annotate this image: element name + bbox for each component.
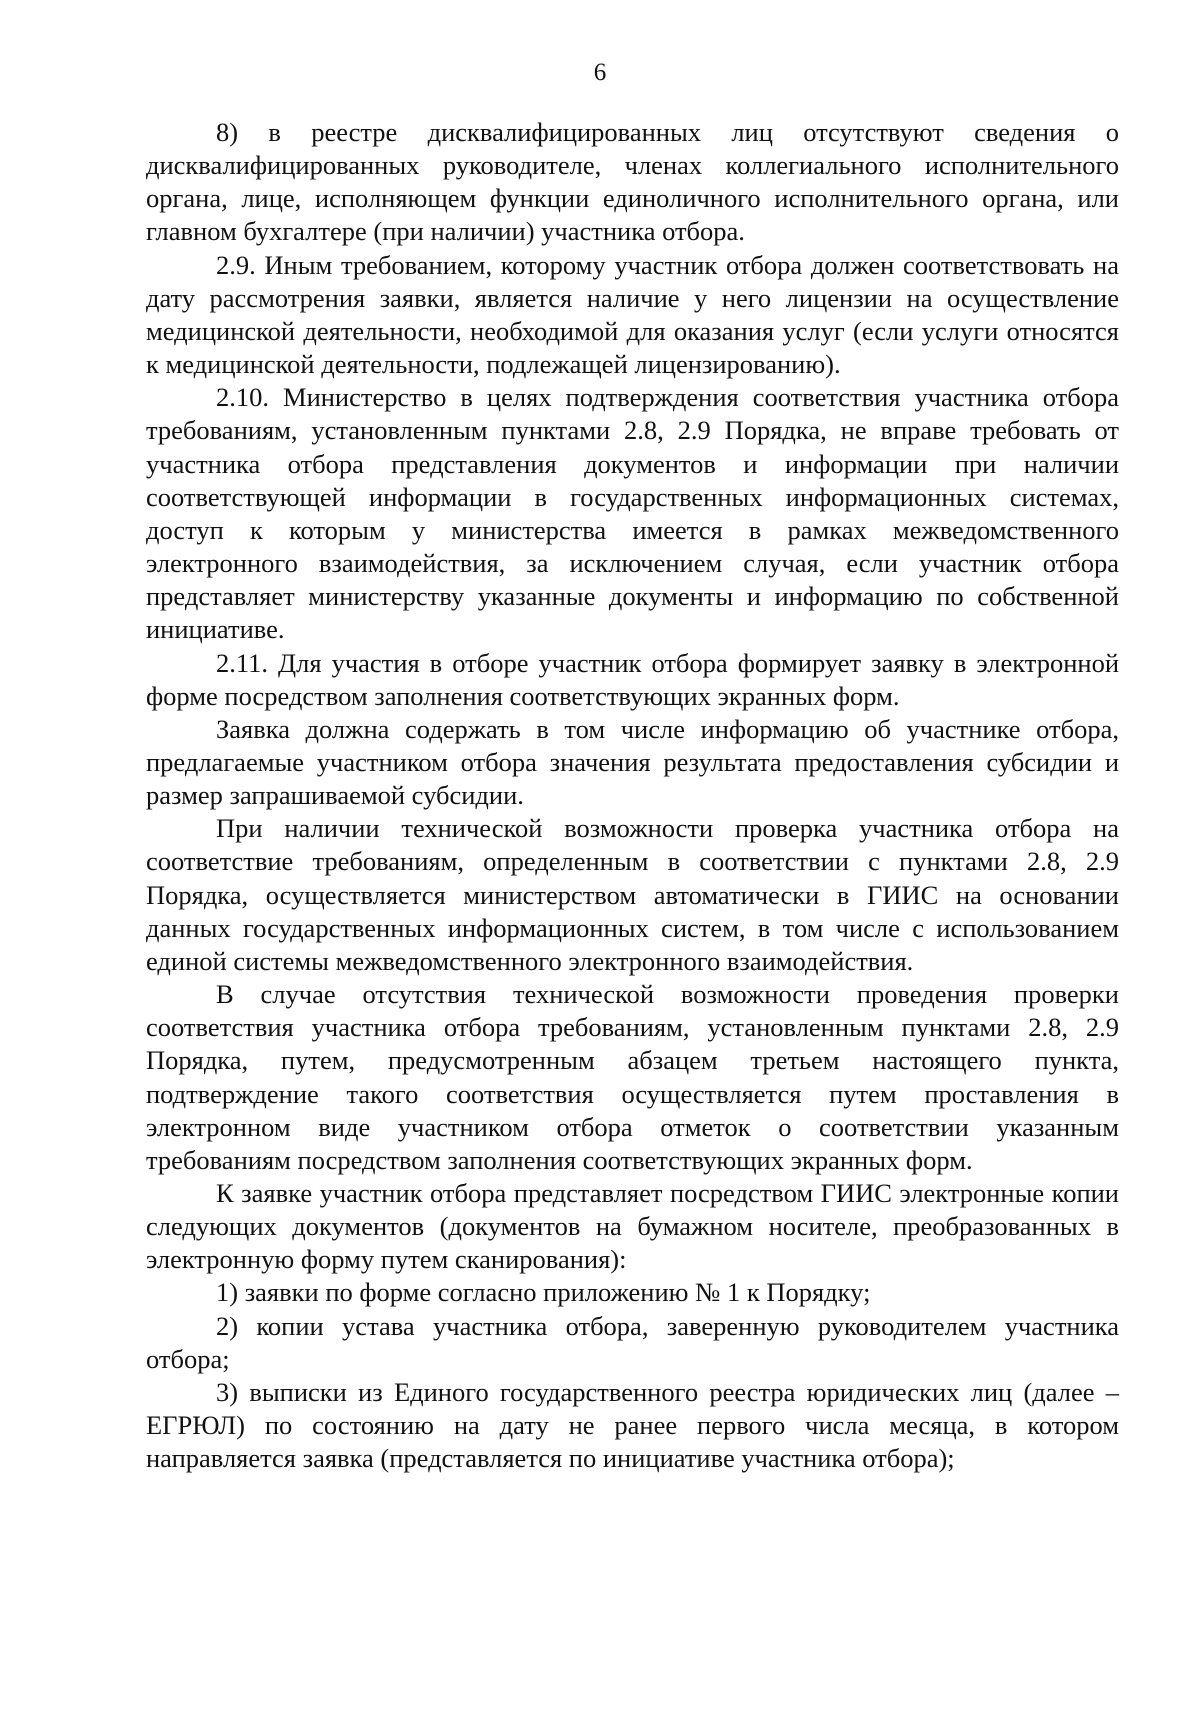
paragraph-2-10: 2.10. Министерство в целях подтверждения соответствия участника отбора требованиям, установленным пунктами 2.8, 2.9 Порядка, не вправе требовать от участника отбора представления документов и информации при наличии соответствующей информации в государственных информационных системах, доступ к которым у министерства имеется в рамках межведомственного электронного взаимодействия, за исключением случая, если участник отбора представляет министерству указанные документы и информацию по собственной инициативе. xyxy=(146,382,1119,645)
paragraph-application-content: Заявка должна содержать в том числе информацию об участнике отбора, предлагаемые участником отбора значения результата предоставления субсидии и размер запрашиваемой субсидии. xyxy=(146,713,1119,811)
page-number: 6 xyxy=(593,59,607,86)
paragraph-2-9: 2.9. Иным требованием, которому участник отбора должен соответствовать на дату рассмотрения заявки, является наличие у него лицензии на осуществление медицинской деятельности, необходимой для оказания услуг (если услуги относятся к медицинской деятельности, подлежащей лицензированию). xyxy=(146,249,1119,380)
paragraph-document-copies: К заявке участник отбора представляет посредством ГИИС электронные копии следующих документов (документов на бумажном носителе, преобразованных в электронную форму путем сканирования): xyxy=(146,1178,1119,1275)
paragraph-2-11: 2.11. Для участия в отборе участник отбора формирует заявку в электронной форме посредством заполнения соответствующих экранных форм. xyxy=(146,647,1119,711)
list-item-2-charter: 2) копии устава участника отбора, заверенную руководителем участника отбора; xyxy=(146,1310,1119,1374)
paragraph-item-8-registry: 8) в реестре дисквалифицированных лиц отсутствуют сведения о дисквалифицированных руководителе, членах коллегиального исполнительного органа, лице, исполняющем функции единоличного исполнительного органа, или главном бухгалтере (при наличии) участника отбора. xyxy=(146,117,1119,247)
document-body xyxy=(146,116,1119,1475)
list-item-1-application: 1) заявки по форме согласно приложению № 1 к Порядку; xyxy=(216,1277,871,1308)
paragraph-manual-confirmation: В случае отсутствия технической возможности проведения проверки соответствия участника отбора требованиям, установленным пунктами 2.8, 2.9 Порядка, путем, предусмотренным абзацем третьем настоящего пункта, подтверждение такого соответствия осуществляется путем проставления в электронном виде участником отбора отметок о соответствии указанным требованиям посредством заполнения соответствующих экранных форм. xyxy=(146,979,1119,1175)
list-item-3-egrul: 3) выписки из Единого государственного реестра юридических лиц (далее – ЕГРЮЛ) по состоянию на дату не ранее первого числа месяца, в котором направляется заявка (представляется по инициативе участника отбора); xyxy=(146,1376,1119,1474)
paragraph-automatic-check: При наличии технической возможности проверка участника отбора на соответствие требованиям, определенным в соответствии с пунктами 2.8, 2.9 Порядка, осуществляется министерством автоматически в ГИИС на основании данных государственных информационных систем, в том числе с использованием единой системы межведомственного электронного взаимодействия. xyxy=(146,813,1119,976)
